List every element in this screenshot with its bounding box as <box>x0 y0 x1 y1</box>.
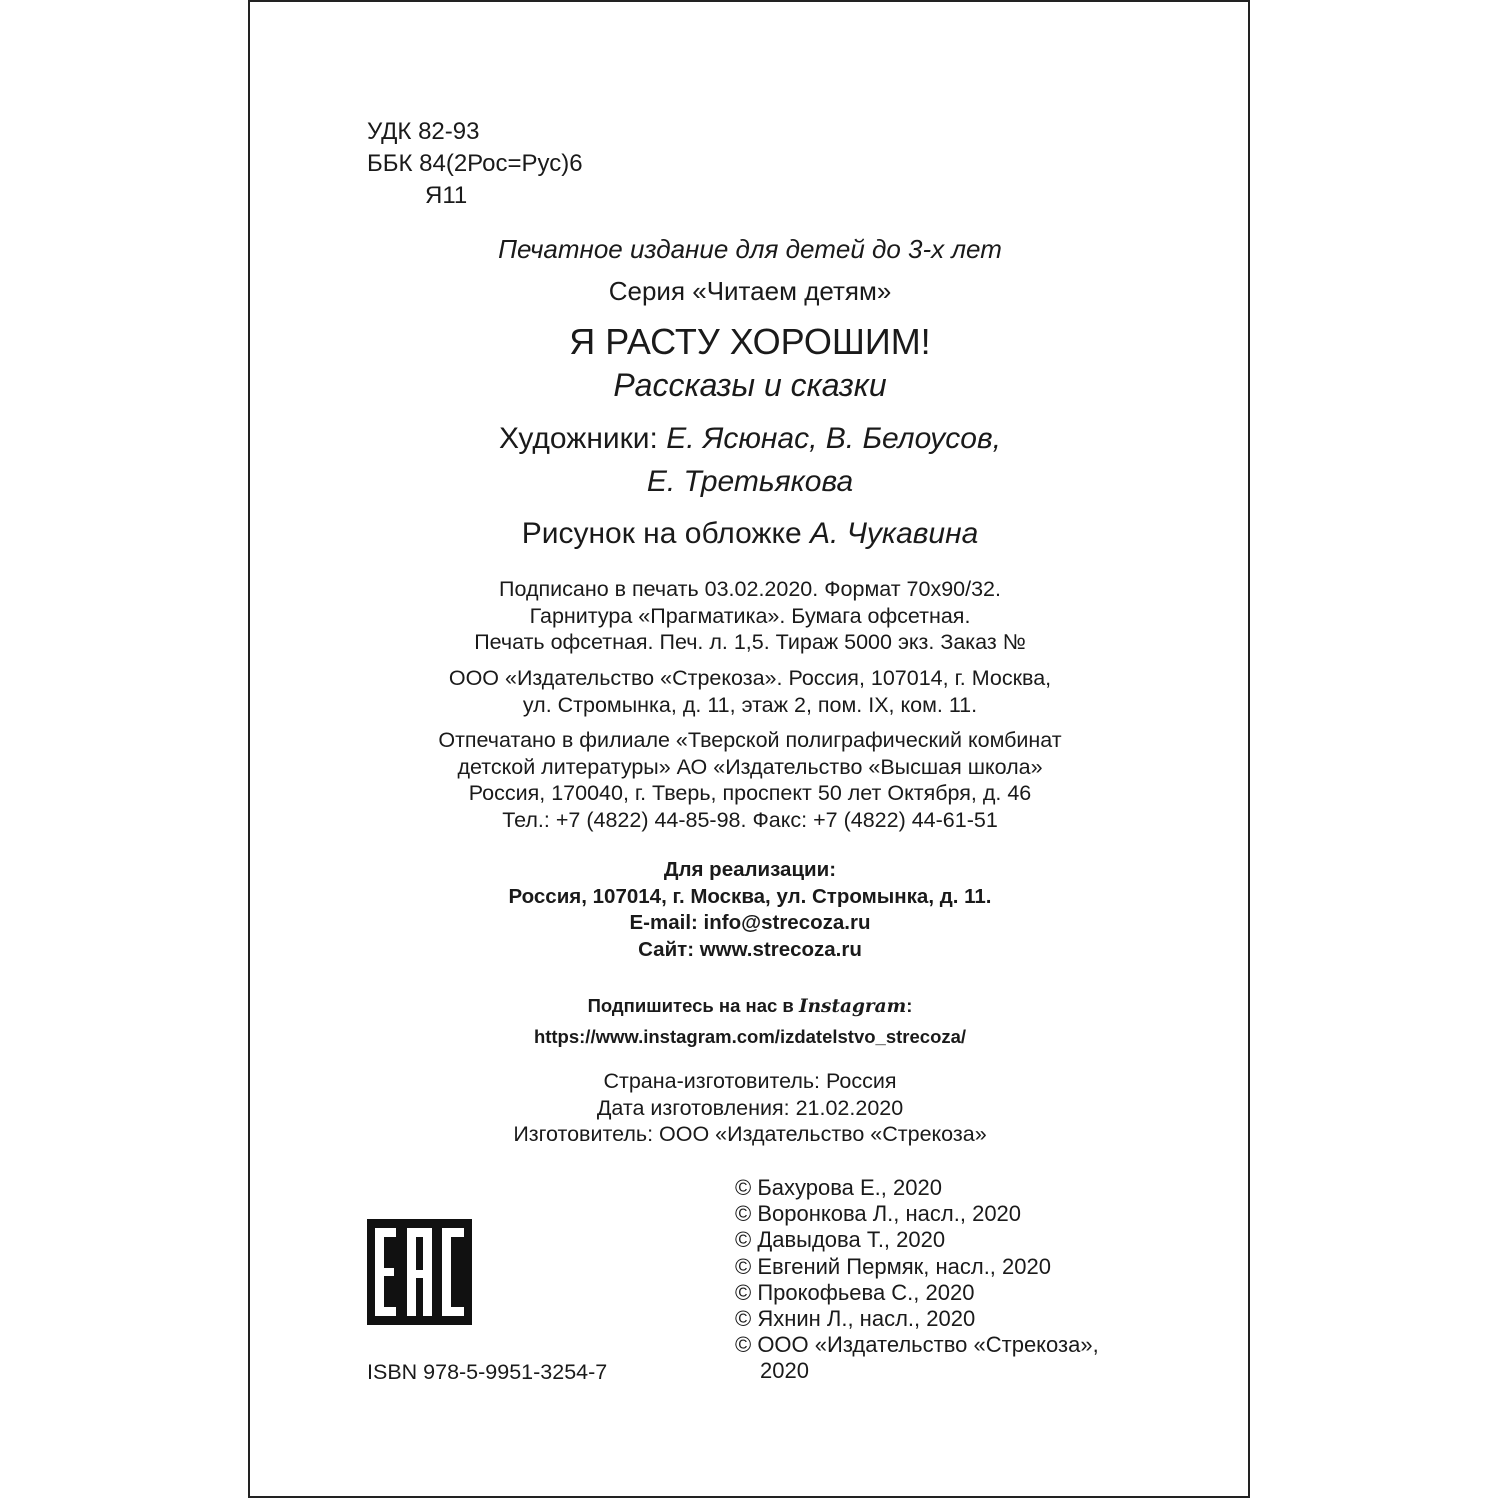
manufacturer-info <box>250 1068 1250 1148</box>
manufacturer-line: Страна-изготовитель: Россия <box>603 1069 897 1093</box>
eac-mark-icon <box>367 1219 472 1325</box>
cover-credit <box>250 517 1250 551</box>
copyright-item: © Воронкова Л., насл., 2020 <box>735 1201 1022 1227</box>
cover-artist: А. Чукавина <box>810 517 979 550</box>
sales-site: Сайт: www.strecoza.ru <box>638 937 862 961</box>
instagram-brand: Instagram <box>798 996 907 1017</box>
sales-email: E-mail: info@strecoza.ru <box>629 911 871 934</box>
udk-code: УДК 82-93 <box>367 118 480 145</box>
social-suffix: : <box>906 995 913 1016</box>
copyright-item: © Бахурова Е., 2020 <box>735 1175 942 1200</box>
manufacturer-line: Изготовитель: ООО «Издательство «Стрекоза» <box>513 1122 987 1146</box>
artists-line-1 <box>250 422 1250 456</box>
copyright-item: 2020 <box>760 1358 809 1384</box>
series-line: Серия «Читаем детям» <box>608 276 892 306</box>
printer-info <box>250 727 1250 833</box>
cover-label: Рисунок на обложке <box>521 517 802 550</box>
print-info <box>250 576 1250 656</box>
artists-names-1: Е. Ясюнас, В. Белоусов, <box>666 422 1001 455</box>
sales-info <box>250 857 1250 963</box>
print-info-line: Печать офсетная. Печ. л. 1,5. Тираж 5000 экз. Заказ № <box>474 630 1026 654</box>
printer-line: Тел.: +7 (4822) 44-85-98. Факс: +7 (4822) 44-61-51 <box>502 807 998 832</box>
copyright-item: © ООО «Издательство «Стрекоза», <box>735 1332 1099 1358</box>
isbn: ISBN 978-5-9951-3254-7 <box>367 1360 608 1384</box>
copyright-item: © Евгений Пермяк, насл., 2020 <box>735 1253 1051 1279</box>
copyright-item: © Прокофьева С., 2020 <box>735 1279 975 1305</box>
publisher-line: ООО «Издательство «Стрекоза». Россия, 107014, г. Москва, <box>448 666 1052 690</box>
print-info-line: Подписано в печать 03.02.2020. Формат 70х90/32. <box>499 577 1001 601</box>
copyright-item: © Давыдова Т., 2020 <box>735 1227 946 1253</box>
artists-label: Художники: <box>499 422 658 455</box>
printer-line: Отпечатано в филиале «Тверской полиграфический комбинат <box>438 728 1062 752</box>
author-mark: Я11 <box>425 182 468 209</box>
publisher-line: ул. Стромынка, д. 11, этаж 2, пом. IX, ком. 11. <box>522 692 978 717</box>
sales-line: Россия, 107014, г. Москва, ул. Стромынка, д. 11. <box>508 884 992 908</box>
social-prefix: Подпишитесь на нас в <box>587 995 794 1016</box>
social-block <box>250 991 1250 1052</box>
print-info-line: Гарнитура «Прагматика». Бумага офсетная. <box>529 603 971 628</box>
printer-line: Россия, 170040, г. Тверь, проспект 50 лет Октября, д. 46 <box>468 781 1032 805</box>
artists-names-2: Е. Третьякова <box>646 465 854 498</box>
book-title: Я РАСТУ ХОРОШИМ! <box>569 321 931 362</box>
publisher-info <box>250 665 1250 718</box>
social-line <box>250 991 1250 1022</box>
bbk-code: ББК 84(2Рос=Рус)6 <box>367 150 583 177</box>
book-subtitle: Рассказы и сказки <box>613 367 887 403</box>
manufacturer-line: Дата изготовления: 21.02.2020 <box>596 1095 904 1120</box>
copyright-list <box>735 1175 1099 1385</box>
sales-line: Для реализации: <box>663 858 837 881</box>
age-note: Печатное издание для детей до 3-х лет <box>498 234 1002 264</box>
eac-glyphs-icon <box>367 1219 472 1325</box>
printer-line: детской литературы» АО «Издательство «Высшая школа» <box>457 754 1043 779</box>
copyright-item: © Яхнин Л., насл., 2020 <box>735 1306 976 1332</box>
instagram-link[interactable]: https://www.instagram.com/izdatelstvo_strecoza/ <box>533 1026 967 1047</box>
